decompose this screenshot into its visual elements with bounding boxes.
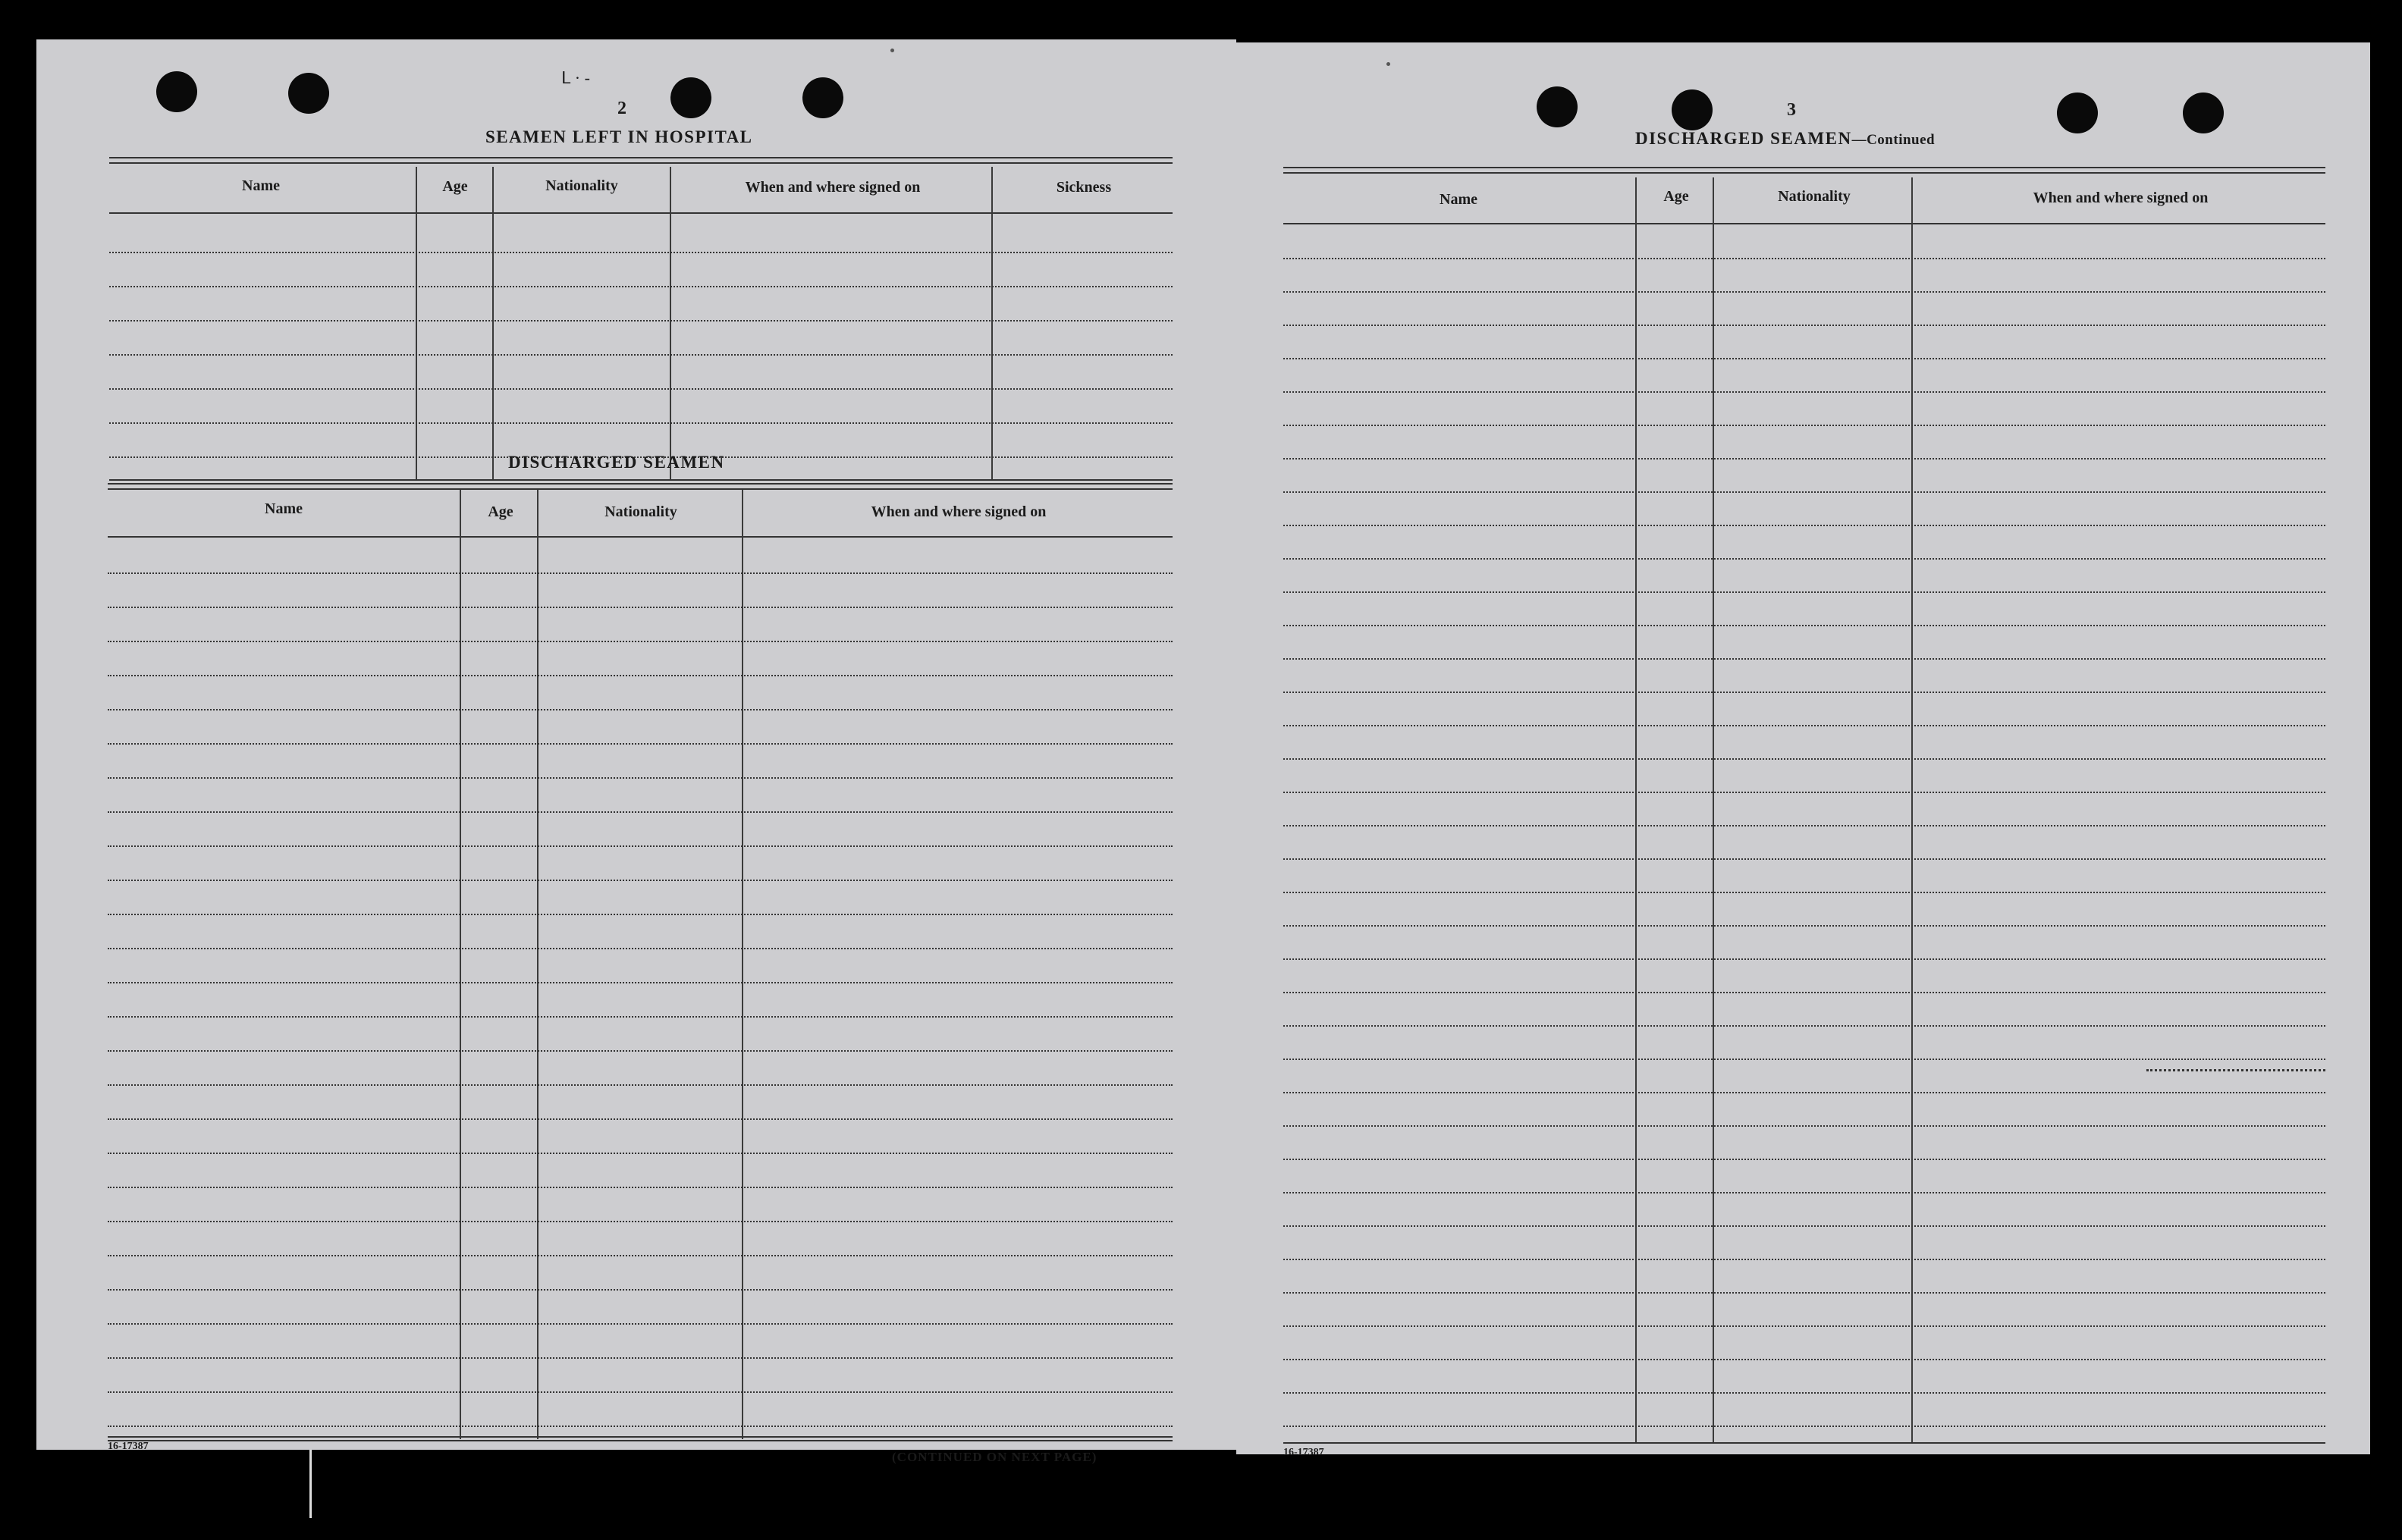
column-divider: [492, 167, 494, 479]
table-bottom-rule: [109, 479, 1173, 481]
header-rule: [109, 212, 1173, 214]
entry-line: [1283, 1125, 2325, 1127]
entry-line: [109, 252, 1173, 253]
punch-hole: [1537, 86, 1578, 127]
entry-line: [1283, 1192, 2325, 1193]
column-divider: [742, 490, 743, 1439]
entry-line: [108, 811, 1173, 813]
entry-line: [108, 1187, 1173, 1188]
column-header-when-where: When and where signed on: [745, 179, 921, 196]
table-top-rule: [108, 483, 1173, 490]
header-rule: [1283, 223, 2325, 224]
entry-line: [108, 675, 1173, 676]
table-bottom-rule: [108, 1436, 1173, 1441]
entry-line: [108, 743, 1173, 745]
table-top-rule: [1283, 167, 2325, 174]
column-divider: [537, 490, 538, 1439]
entry-line: [1283, 1059, 2325, 1060]
entry-line: [108, 845, 1173, 847]
entry-line: [1283, 391, 2325, 393]
entry-line: [108, 641, 1173, 642]
entry-line: [1283, 258, 2325, 259]
column-header-when-where: When and where signed on: [871, 503, 1047, 520]
column-divider: [1635, 177, 1637, 1444]
entry-line: [108, 1221, 1173, 1222]
column-divider: [1713, 177, 1714, 1444]
entry-line: [1283, 358, 2325, 359]
punch-hole: [156, 71, 197, 112]
entry-line: [108, 1016, 1173, 1018]
paper-speck: [1386, 62, 1390, 66]
right-page: [1236, 42, 2370, 1458]
entry-line: [108, 914, 1173, 915]
column-header-age: Age: [488, 503, 513, 520]
punch-hole: [802, 77, 843, 118]
entry-line: [108, 777, 1173, 779]
column-header-nationality: Nationality: [545, 177, 618, 194]
entry-line: [1283, 658, 2325, 660]
section-title-hospital: SEAMEN LEFT IN HOSPITAL: [485, 127, 753, 146]
column-header-name: Name: [1440, 191, 1477, 208]
entry-line: [1283, 1292, 2325, 1294]
header-rule: [108, 536, 1173, 538]
entry-line: [108, 1289, 1173, 1291]
entry-line: [1283, 1259, 2325, 1260]
entry-line: [1283, 625, 2325, 626]
entry-line: [1283, 758, 2325, 760]
column-header-name: Name: [265, 500, 303, 517]
entry-line: [1283, 491, 2325, 493]
punch-hole: [670, 77, 711, 118]
entry-line: [1283, 1426, 2325, 1427]
column-header-sickness: Sickness: [1056, 179, 1112, 196]
section-title-discharged: DISCHARGED SEAMEN: [508, 453, 725, 472]
table-bottom-rule: [1283, 1442, 2325, 1444]
entry-line: [1283, 558, 2325, 560]
punch-hole: [2183, 93, 2224, 133]
handwritten-mark: ᒪ · -: [561, 68, 590, 87]
column-divider: [416, 167, 417, 479]
entry-line: [109, 422, 1173, 424]
entry-line: [1283, 525, 2325, 526]
continued-note: (CONTINUED ON NEXT PAGE): [892, 1450, 1097, 1464]
entry-line: [1283, 858, 2325, 860]
entry-line: [1283, 1325, 2325, 1327]
paper-speck: [890, 49, 894, 52]
entry-line: [1283, 1159, 2325, 1160]
page-number: 2: [617, 99, 626, 118]
page-number: 3: [1787, 100, 1796, 120]
entry-line: [1283, 1359, 2325, 1360]
punch-hole: [2057, 93, 2098, 133]
entry-line: [109, 286, 1173, 287]
entry-line: [1283, 925, 2325, 927]
margin-tick: [309, 1450, 312, 1518]
entry-line: [1283, 1092, 2325, 1093]
entry-line: [1283, 992, 2325, 993]
section-title-discharged-continued: [1635, 129, 1935, 149]
column-header-age: Age: [1663, 188, 1689, 205]
entry-line: [1283, 692, 2325, 693]
entry-line: [108, 1255, 1173, 1256]
entry-line: [1283, 1225, 2325, 1227]
entry-line: [108, 1118, 1173, 1120]
entry-line: [108, 948, 1173, 949]
entry-line: [108, 1084, 1173, 1086]
entry-line: [1283, 1392, 2325, 1394]
column-header-nationality: Nationality: [604, 503, 677, 520]
pencil-mark: [2146, 1069, 2325, 1071]
entry-line: [1283, 291, 2325, 293]
entry-line: [1283, 425, 2325, 426]
entry-line: [1283, 892, 2325, 893]
entry-line: [1283, 325, 2325, 326]
punch-hole: [288, 73, 329, 114]
left-page: [36, 39, 1236, 1464]
entry-line: [108, 982, 1173, 983]
entry-line: [108, 607, 1173, 608]
entry-line: [109, 388, 1173, 390]
entry-line: [1283, 1025, 2325, 1027]
entry-line: [108, 1391, 1173, 1393]
form-number: 16-17387: [108, 1441, 149, 1452]
entry-line: [109, 354, 1173, 356]
column-divider: [991, 167, 993, 479]
section-title-main: DISCHARGED SEAMEN: [1635, 129, 1852, 148]
column-header-age: Age: [442, 178, 468, 195]
column-divider: [460, 490, 461, 1439]
entry-line: [1283, 958, 2325, 960]
column-header-nationality: Nationality: [1778, 188, 1851, 205]
form-number: 16-17387: [1283, 1447, 1324, 1458]
column-header-when-where: When and where signed on: [2033, 190, 2209, 206]
entry-line: [108, 1323, 1173, 1325]
section-title-suffix: —Continued: [1851, 132, 1936, 148]
column-divider: [670, 167, 671, 479]
column-header-name: Name: [242, 177, 280, 194]
entry-line: [1283, 825, 2325, 826]
entry-line: [108, 1426, 1173, 1427]
entry-line: [108, 572, 1173, 574]
entry-line: [108, 880, 1173, 881]
entry-line: [109, 320, 1173, 321]
column-divider: [1911, 177, 1913, 1444]
entry-line: [108, 709, 1173, 710]
entry-line: [1283, 458, 2325, 459]
entry-line: [108, 1357, 1173, 1359]
entry-line: [1283, 591, 2325, 593]
entry-line: [1283, 725, 2325, 726]
entry-line: [108, 1050, 1173, 1052]
entry-line: [1283, 792, 2325, 793]
entry-line: [108, 1153, 1173, 1154]
table-top-rule: [109, 157, 1173, 164]
punch-hole: [1672, 89, 1713, 130]
